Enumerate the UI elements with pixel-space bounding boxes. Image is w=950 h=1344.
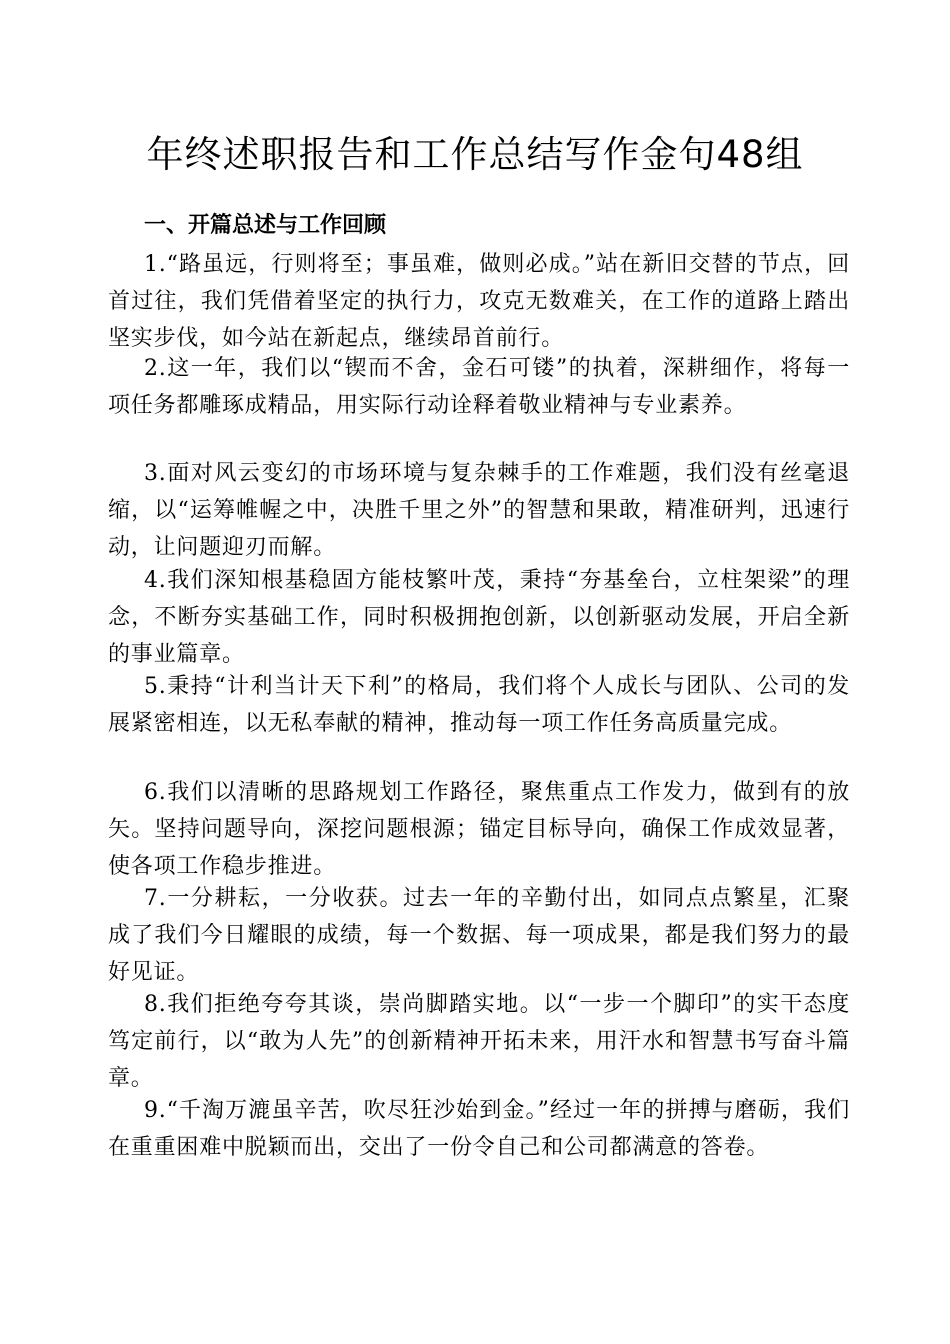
section-heading: 一、开篇总述与工作回顾	[144, 213, 387, 238]
paragraph-6: 6.我们以清晰的思路规划工作路径，聚焦重点工作发力，做到有的放矢。坚持问题导向，深挖问题根源；锚定目标导向，确保工作成效显著，使各项工作稳步推进。	[108, 780, 850, 879]
paragraph-8: 8.我们拒绝夸夸其谈，崇尚脚踏实地。以“一步一个脚印”的实干态度笃定前行，以“敢为人先”的创新精神开拓未来，用汗水和智慧书写奋斗篇章。	[108, 992, 850, 1091]
paragraph-2: 2.这一年，我们以“锲而不舍，金石可镂”的执着，深耕细作，将每一项任务都雕琢成精品，用实际行动诠释着敬业精神与专业素养。	[108, 356, 850, 418]
paragraph-3: 3.面对风云变幻的市场环境与复杂棘手的工作难题，我们没有丝毫退缩，以“运筹帷幄之中，决胜千里之外”的智慧和果敢，精准研判，迅速行动，让问题迎刃而解。	[108, 461, 850, 560]
paragraph-1: 1.“路虽远，行则将至；事虽难，做则必成。”站在新旧交替的节点，回首过往，我们凭借着坚定的执行力，攻克无数难关，在工作的道路上踏出坚实步伐，如今站在新起点，继续昂首前行。	[108, 252, 850, 351]
paragraph-9: 9.“千淘万漉虽辛苦，吹尽狂沙始到金。”经过一年的拼搏与磨砺，我们在重重困难中脱颖而出，交出了一份令自己和公司都满意的答卷。	[108, 1098, 850, 1160]
paragraph-5: 5.秉持“计利当计天下利”的格局，我们将个人成长与团队、公司的发展紧密相连，以无私奉献的精神，推动每一项工作任务高质量完成。	[108, 674, 850, 736]
paragraph-4: 4.我们深知根基稳固方能枝繁叶茂，秉持“夯基垒台，立柱架梁”的理念，不断夯实基础工作，同时积极拥抱创新，以创新驱动发展，开启全新的事业篇章。	[108, 568, 850, 667]
paragraph-7: 7.一分耕耘，一分收获。过去一年的辛勤付出，如同点点繁星，汇聚成了我们今日耀眼的成绩，每一个数据、每一项成果，都是我们努力的最好见证。	[108, 886, 850, 985]
document-title: 年终述职报告和工作总结写作金句48组	[146, 133, 804, 176]
